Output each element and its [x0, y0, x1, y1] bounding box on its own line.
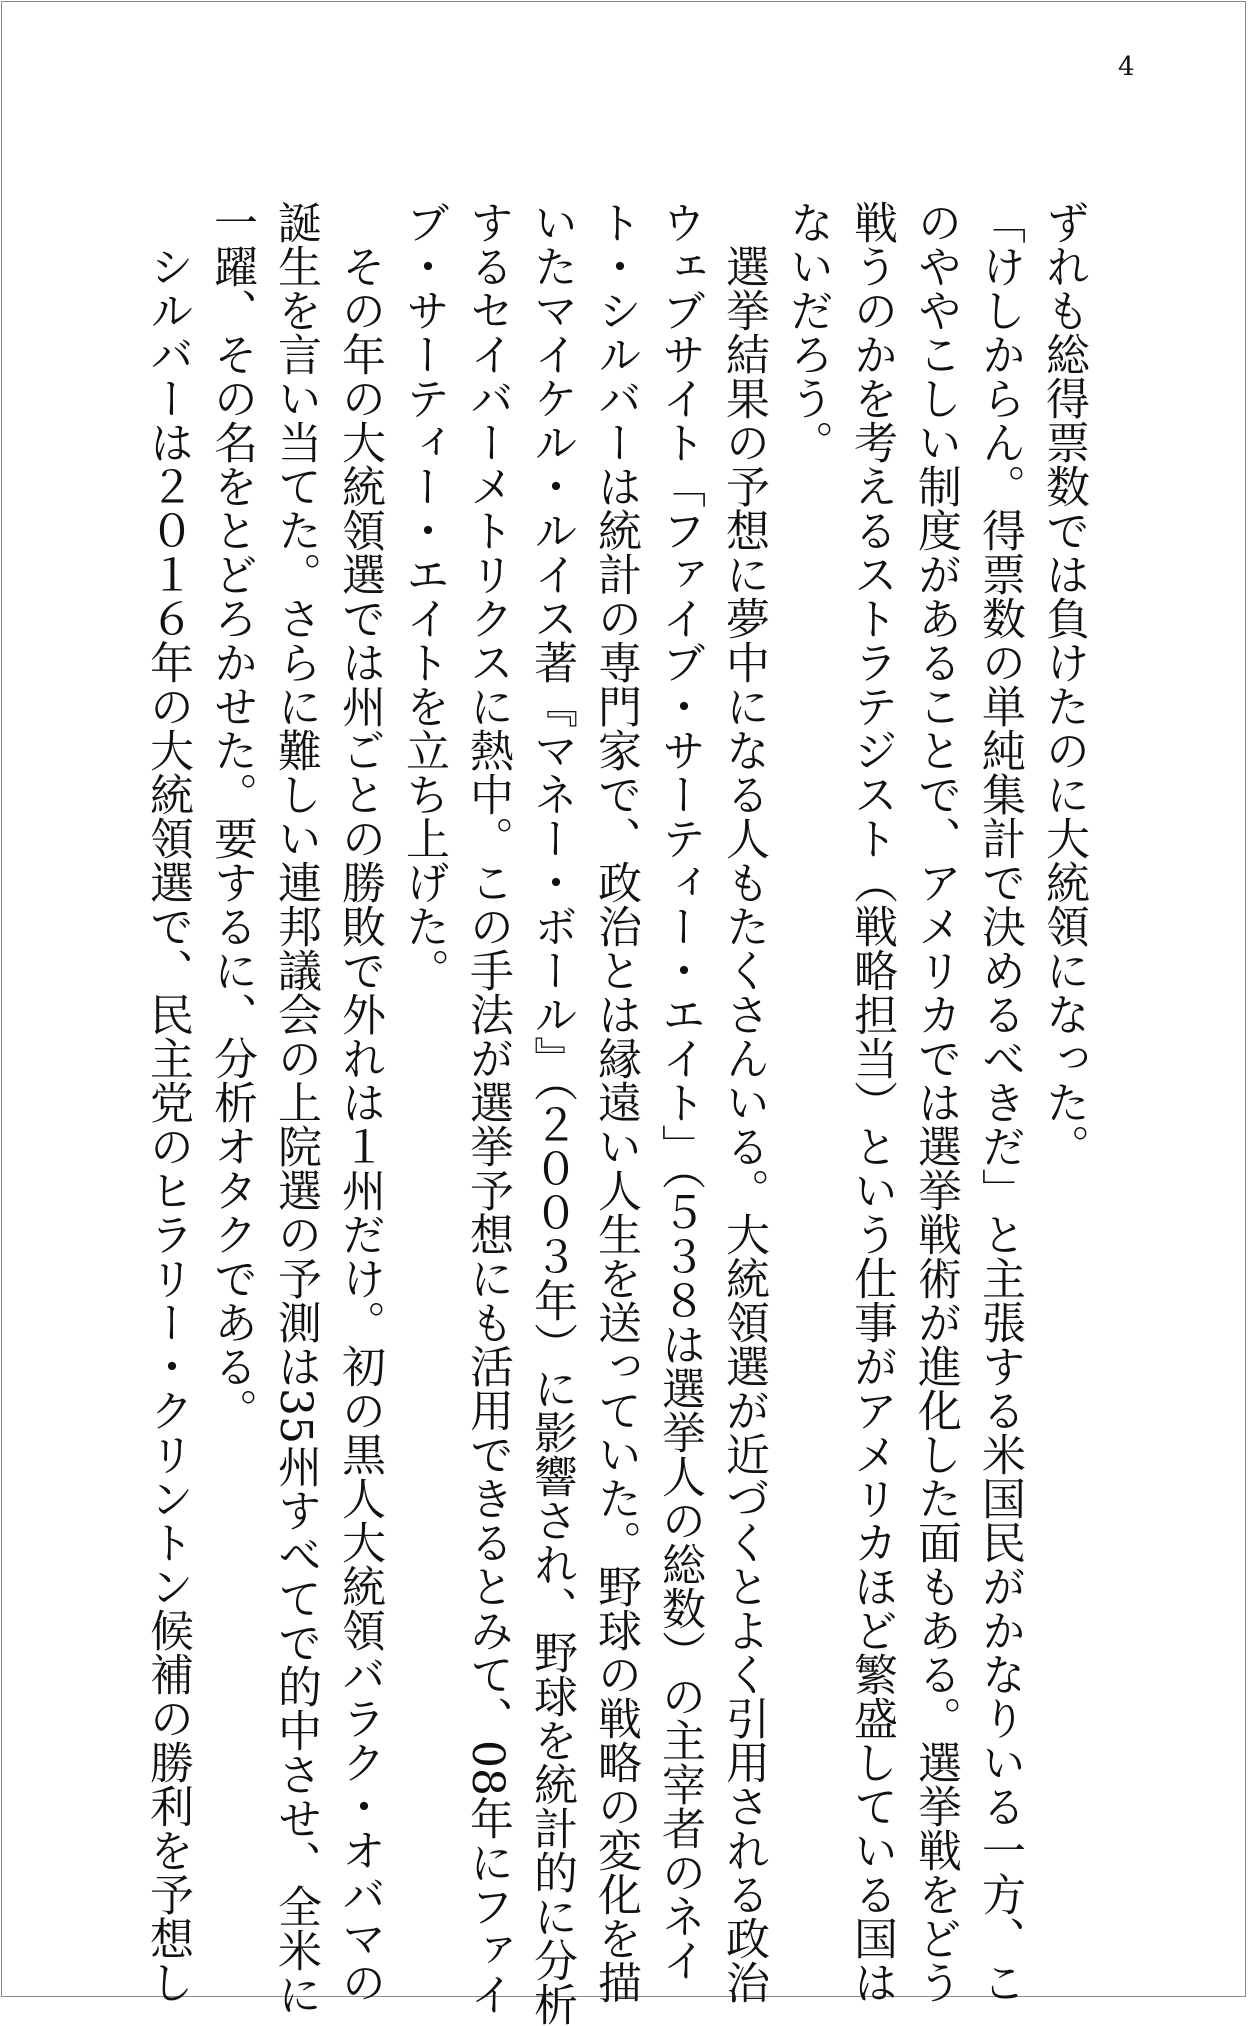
body-text [135, 200, 1095, 2026]
text-line: ト・シルバーは統計の専門家で、政治とは縁遠い人生を送っていた。野球の戦略の変化を描 [590, 200, 641, 2004]
text-line: 誕生を言い当てた。さらに難しい連邦議会の上院選の予測は35州すべてで的中させ、全米に [270, 200, 321, 2016]
text-line: 選挙結果の予想に夢中になる人もたくさんいる。大統領選が近づくとよく引用される政治 [718, 200, 769, 2004]
text-line: するセイバーメトリクスに熱中。この手法が選挙予想にも活用できるとみて、08年にファイ [462, 200, 513, 2016]
text-line: ずれも総得票数では負けたのに大統領になった。 [1038, 200, 1089, 1168]
text-line: 一躍、その名をとどろかせた。要するに、分析オタクである。 [206, 200, 257, 1432]
text-line: ないだろう。 [782, 200, 833, 464]
text-line: その年の大統領選では州ごとの勝敗で外れは１州だけ。初の黒人大統領バラク・オバマの [334, 200, 385, 2004]
text-line: いたマイケル・ルイス著『マネー・ボール』（２００３年）に影響され、野球を統計的に分析 [526, 200, 577, 2026]
text-line: 戦うのかを考えるストラテジスト（戦略担当）という仕事がアメリカほど繁盛している国は [846, 200, 897, 2004]
text-line: 「けしからん。得票数の単純集計で決めるべきだ」と主張する米国民がかなりいる一方、こ [974, 200, 1025, 2004]
text-line: シルバーは２０１６年の大統領選で、民主党のヒラリー・クリントン候補の勝利を予想し [142, 200, 193, 2004]
page-number: 4 [1118, 52, 1135, 82]
text-line: ウェブサイト「ファイブ・サーティー・エイト」（５３８は選挙人の総数）の主宰者のネイ [654, 200, 705, 1982]
text-line: のややこしい制度があることで、アメリカでは選挙戦術が進化した面もある。選挙戦をどう [910, 200, 961, 2004]
document-page [1, 1, 1246, 2026]
text-line: ブ・サーティー・エイトを立ち上げた。 [398, 200, 449, 992]
